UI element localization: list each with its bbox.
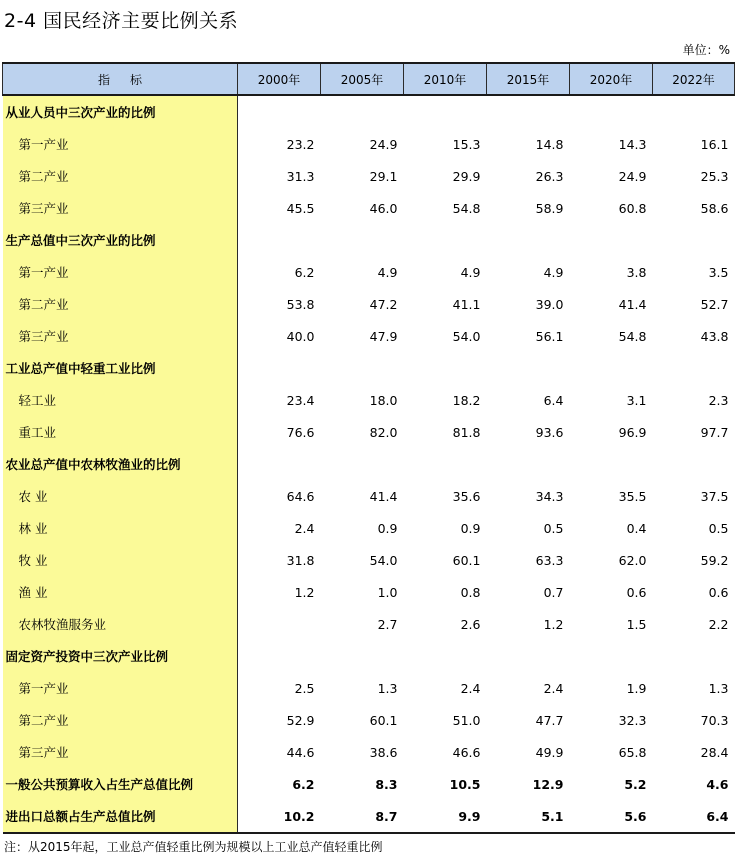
table-row: [3, 576, 735, 608]
value-cell: 32.3: [618, 712, 647, 728]
value-cell: 1.2: [294, 584, 315, 600]
indicator-cell: 重工业: [3, 416, 238, 448]
value-cell: 96.9: [618, 424, 647, 440]
value-cell: [321, 448, 404, 480]
value-cell: 52.9: [286, 712, 315, 728]
value-cell: 3.1: [626, 392, 647, 408]
value-cell: [570, 640, 653, 672]
value-cell: [404, 95, 487, 128]
value-cell: [238, 448, 321, 480]
value-cell: 28.4: [700, 744, 729, 760]
table-row: [3, 128, 735, 160]
value-cell: 8.3: [375, 776, 398, 792]
value-cell: 97.7: [700, 424, 729, 440]
value-cell: [653, 640, 735, 672]
value-cell: [653, 448, 735, 480]
value-cell: 5.2: [624, 776, 647, 792]
header-row: [3, 63, 735, 95]
value-cell: 6.2: [294, 264, 315, 280]
value-cell: 54.0: [452, 328, 481, 344]
value-cell: 2.5: [294, 680, 315, 696]
value-cell: 0.6: [626, 584, 647, 600]
group-header-row: [3, 95, 735, 128]
indicator-cell: 农业总产值中农林牧渔业的比例: [3, 448, 238, 480]
value-cell: [321, 224, 404, 256]
value-cell: 0.5: [543, 520, 564, 536]
value-cell: [570, 95, 653, 128]
value-cell: 46.6: [452, 744, 481, 760]
value-cell: 1.9: [626, 680, 647, 696]
value-cell: 23.2: [286, 136, 315, 152]
value-cell: 62.0: [618, 552, 647, 568]
table-row: [3, 160, 735, 192]
value-cell: [404, 352, 487, 384]
table-row: [3, 704, 735, 736]
value-cell: 59.2: [700, 552, 729, 568]
value-cell: [321, 95, 404, 128]
value-cell: 6.2: [292, 776, 315, 792]
value-cell: 24.9: [618, 168, 647, 184]
value-cell: 35.5: [618, 488, 647, 504]
value-cell: 82.0: [369, 424, 398, 440]
value-cell: 14.8: [535, 136, 564, 152]
value-cell: 0.5: [708, 520, 729, 536]
value-cell: 29.1: [369, 168, 398, 184]
value-cell: 63.3: [535, 552, 564, 568]
value-cell: 2.7: [377, 616, 398, 632]
indicator-cell: 生产总值中三次产业的比例: [3, 224, 238, 256]
value-cell: 93.6: [535, 424, 564, 440]
value-cell: 52.7: [700, 296, 729, 312]
value-cell: 65.8: [618, 744, 647, 760]
group-header-row: [3, 448, 735, 480]
value-cell: 51.0: [452, 712, 481, 728]
value-cell: 76.6: [286, 424, 315, 440]
indicator-cell: 工业总产值中轻重工业比例: [3, 352, 238, 384]
value-cell: 4.9: [460, 264, 481, 280]
value-cell: 8.7: [321, 800, 404, 833]
indicator-cell: 林 业: [3, 512, 238, 544]
value-cell: [570, 352, 653, 384]
indicator-cell: 渔 业: [3, 576, 238, 608]
value-cell: 2.3: [708, 392, 729, 408]
table-row: [3, 256, 735, 288]
value-cell: 24.9: [369, 136, 398, 152]
year-header: 2022年: [653, 63, 735, 95]
value-cell: [238, 640, 321, 672]
value-cell: [238, 224, 321, 256]
value-cell: 39.0: [535, 296, 564, 312]
table-row: [3, 672, 735, 704]
value-cell: [487, 224, 570, 256]
value-cell: [487, 352, 570, 384]
year-header: 2020年: [570, 63, 653, 95]
indicator-cell: 第一产业: [3, 128, 238, 160]
value-cell: 4.6: [706, 776, 729, 792]
table-body: [3, 95, 735, 833]
value-cell: 10.5: [449, 776, 481, 792]
value-cell: 2.4: [543, 680, 564, 696]
indicator-cell: 第二产业: [3, 160, 238, 192]
value-cell: 60.1: [452, 552, 481, 568]
indicator-cell: 轻工业: [3, 384, 238, 416]
value-cell: 10.2: [238, 800, 321, 833]
value-cell: [404, 224, 487, 256]
table-row: [3, 320, 735, 352]
indicator-cell: 第三产业: [3, 736, 238, 768]
indicator-cell: 第一产业: [3, 672, 238, 704]
value-cell: 41.4: [369, 488, 398, 504]
ratio-table: [2, 62, 735, 834]
table-row: [3, 512, 735, 544]
year-header: 2005年: [321, 63, 404, 95]
value-cell: 5.1: [487, 800, 570, 833]
value-cell: 41.4: [618, 296, 647, 312]
table-row: [3, 736, 735, 768]
value-cell: 60.8: [618, 200, 647, 216]
value-cell: 0.6: [708, 584, 729, 600]
value-cell: 26.3: [535, 168, 564, 184]
value-cell: 18.2: [452, 392, 481, 408]
value-cell: 9.9: [404, 800, 487, 833]
footnote: 注：从2015年起，工业总产值轻重比例为规模以上工业总产值轻重比例: [4, 840, 383, 854]
value-cell: 58.9: [535, 200, 564, 216]
value-cell: 2.6: [460, 616, 481, 632]
value-cell: 56.1: [535, 328, 564, 344]
value-cell: 49.9: [535, 744, 564, 760]
group-header-row: [3, 224, 735, 256]
value-cell: 1.2: [543, 616, 564, 632]
indicator-header: 指标: [3, 63, 238, 95]
value-cell: 3.8: [626, 264, 647, 280]
value-cell: 0.8: [460, 584, 481, 600]
table-row: [3, 416, 735, 448]
value-cell: 47.7: [535, 712, 564, 728]
value-cell: 18.0: [369, 392, 398, 408]
value-cell: 81.8: [452, 424, 481, 440]
value-cell: [404, 448, 487, 480]
value-cell: 16.1: [700, 136, 729, 152]
value-cell: 15.3: [452, 136, 481, 152]
value-cell: 54.8: [618, 328, 647, 344]
value-cell: 47.9: [369, 328, 398, 344]
indicator-cell: 第一产业: [3, 256, 238, 288]
value-cell: 43.8: [700, 328, 729, 344]
group-header-row: [3, 352, 735, 384]
value-cell: 5.6: [570, 800, 653, 833]
table-row: [3, 192, 735, 224]
value-cell: 1.5: [626, 616, 647, 632]
value-cell: 0.4: [626, 520, 647, 536]
value-cell: 6.4: [653, 800, 735, 833]
value-cell: 2.4: [460, 680, 481, 696]
indicator-cell: 农 业: [3, 480, 238, 512]
value-cell: 31.3: [286, 168, 315, 184]
value-cell: 60.1: [369, 712, 398, 728]
indicator-cell: 农林牧渔服务业: [3, 608, 238, 640]
value-cell: [238, 608, 321, 640]
value-cell: 47.2: [369, 296, 398, 312]
table-row: [3, 288, 735, 320]
value-cell: [653, 95, 735, 128]
value-cell: 70.3: [700, 712, 729, 728]
value-cell: [487, 640, 570, 672]
indicator-cell: 第二产业: [3, 288, 238, 320]
value-cell: 38.6: [369, 744, 398, 760]
year-header: 2010年: [404, 63, 487, 95]
value-cell: 1.3: [377, 680, 398, 696]
value-cell: 12.9: [532, 776, 564, 792]
table-row: [3, 544, 735, 576]
value-cell: 0.7: [543, 584, 564, 600]
page-title: 2-4 国民经济主要比例关系: [4, 10, 239, 32]
value-cell: 31.8: [286, 552, 315, 568]
value-cell: 46.0: [369, 200, 398, 216]
value-cell: 54.0: [369, 552, 398, 568]
value-cell: [321, 640, 404, 672]
value-cell: [487, 95, 570, 128]
value-cell: 0.9: [377, 520, 398, 536]
table-row: [3, 768, 735, 800]
value-cell: 34.3: [535, 488, 564, 504]
value-cell: 29.9: [452, 168, 481, 184]
group-header-row: [3, 640, 735, 672]
value-cell: 44.6: [286, 744, 315, 760]
indicator-cell: 从业人员中三次产业的比例: [3, 95, 238, 128]
value-cell: 23.4: [286, 392, 315, 408]
value-cell: [653, 224, 735, 256]
value-cell: 35.6: [452, 488, 481, 504]
value-cell: [404, 640, 487, 672]
table-row: [3, 480, 735, 512]
indicator-cell: 进出口总额占生产总值比例: [3, 800, 238, 833]
value-cell: [487, 448, 570, 480]
value-cell: 58.6: [700, 200, 729, 216]
indicator-cell: 第三产业: [3, 192, 238, 224]
value-cell: 2.2: [708, 616, 729, 632]
value-cell: [321, 352, 404, 384]
value-cell: 4.9: [377, 264, 398, 280]
value-cell: 37.5: [700, 488, 729, 504]
table-row: [3, 800, 735, 833]
value-cell: 25.3: [700, 168, 729, 184]
unit-label: 单位：%: [682, 43, 730, 57]
value-cell: [238, 95, 321, 128]
year-header: 2015年: [487, 63, 570, 95]
value-cell: 4.9: [543, 264, 564, 280]
value-cell: [238, 352, 321, 384]
indicator-cell: 一般公共预算收入占生产总值比例: [3, 768, 238, 800]
value-cell: 53.8: [286, 296, 315, 312]
year-header: 2000年: [238, 63, 321, 95]
value-cell: 64.6: [286, 488, 315, 504]
value-cell: [570, 448, 653, 480]
value-cell: 1.3: [708, 680, 729, 696]
value-cell: 14.3: [618, 136, 647, 152]
value-cell: [570, 224, 653, 256]
value-cell: [653, 352, 735, 384]
indicator-cell: 牧 业: [3, 544, 238, 576]
indicator-cell: 第二产业: [3, 704, 238, 736]
value-cell: 0.9: [460, 520, 481, 536]
table-row: [3, 384, 735, 416]
value-cell: 6.4: [543, 392, 564, 408]
value-cell: 41.1: [452, 296, 481, 312]
indicator-cell: 第三产业: [3, 320, 238, 352]
value-cell: 40.0: [286, 328, 315, 344]
table-row: [3, 608, 735, 640]
value-cell: 1.0: [377, 584, 398, 600]
value-cell: 3.5: [708, 264, 729, 280]
value-cell: 2.4: [294, 520, 315, 536]
indicator-cell: 固定资产投资中三次产业比例: [3, 640, 238, 672]
value-cell: 45.5: [286, 200, 315, 216]
value-cell: 54.8: [452, 200, 481, 216]
